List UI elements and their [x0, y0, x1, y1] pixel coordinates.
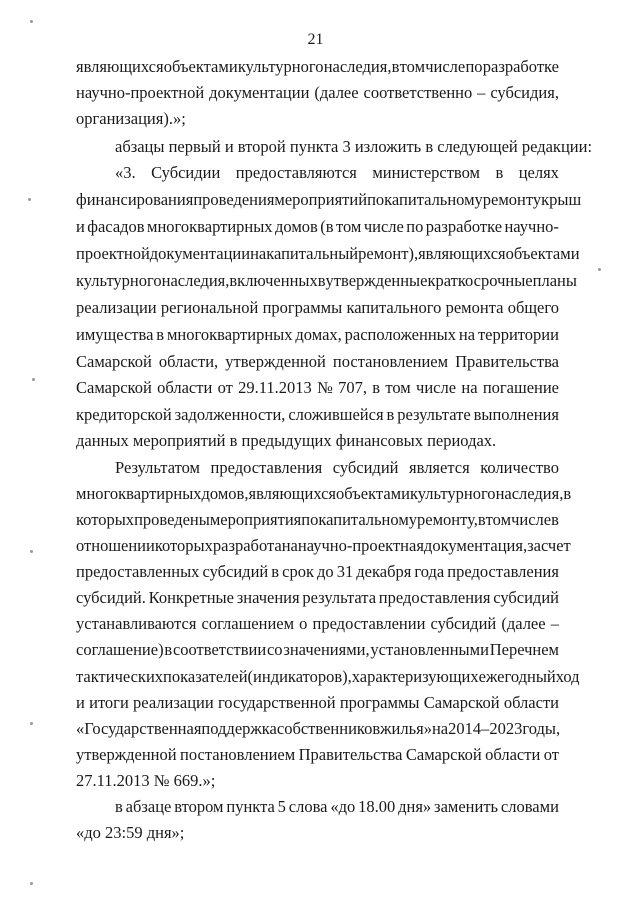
text-line: и фасадов многоквартирных домов (в том числе по разработке научно-: [76, 217, 559, 236]
text-line: тактических показателей (индикаторов), характеризующих ежегодный ход: [76, 667, 580, 686]
text-line: устанавливаются соглашением о предоставлении субсидий (далее –: [76, 614, 559, 633]
text-line: «до 23:59 дня»;: [76, 823, 185, 842]
text-line: отношении которых разработана научно-проектная документация, за счет: [76, 536, 571, 555]
text-line: реализации региональной программы капитального ремонта общего: [76, 298, 559, 317]
text-line: имущества в многоквартирных домах, расположенных на территории: [76, 325, 559, 344]
text-line: предоставленных субсидий в срок до 31 декабря года предоставления: [76, 562, 559, 581]
text-line: являющихся объектами культурного наследия, в том числе по разработке: [76, 57, 559, 76]
text-line: культурного наследия, включенных в утвержденные краткосрочные планы: [76, 271, 577, 290]
text-line: научно-проектной документации (далее соответственно – субсидия,: [76, 83, 559, 102]
text-line: данных мероприятий в предыдущих финансовых периодах.: [76, 431, 497, 450]
text-line: 27.11.2013 № 669.»;: [76, 771, 216, 790]
text-line: многоквартирных домов, являющихся объектами культурного наследия, в: [76, 484, 572, 503]
text-line: соглашение) в соответствии со значениями, установленными Перечнем: [76, 640, 559, 659]
page-number: 21: [307, 31, 324, 48]
scan-speck: [30, 722, 33, 725]
scan-speck: [30, 550, 33, 553]
text-line: «3. Субсидии предоставляются министерством в целях: [115, 163, 559, 182]
text-line: проектной документации на капитальный ремонт), являющихся объектами: [76, 244, 580, 263]
scan-speck: [598, 268, 601, 271]
scan-speck: [30, 20, 33, 23]
text-line: абзацы первый и второй пункта 3 изложить в следующей редакции:: [115, 137, 593, 156]
text-line: утвержденной постановлением Правительства Самарской области от: [76, 745, 559, 764]
text-line: субсидий. Конкретные значения результата предоставления субсидий: [76, 588, 559, 607]
text-line: которых проведены мероприятия по капитальному ремонту, в том числе в: [76, 510, 559, 529]
text-line: финансирования проведения мероприятий по капитальному ремонту крыш: [76, 190, 582, 209]
scan-speck: [28, 198, 31, 201]
text-line: «Государственная поддержка собственников жилья» на 2014 – 2023 годы,: [76, 719, 561, 738]
text-line: Результатом предоставления субсидий является количество: [115, 458, 559, 477]
scan-speck: [30, 882, 33, 885]
text-line: кредиторской задолженности, сложившейся в результате выполнения: [76, 405, 559, 424]
text-line: в абзаце втором пункта 5 слова «до 18.00 дня» заменить словами: [115, 797, 559, 816]
text-line: организация).»;: [76, 109, 186, 128]
text-line: и итоги реализации государственной программы Самарской области: [76, 693, 559, 712]
text-line: Самарской области от 29.11.2013 № 707, в том числе на погашение: [76, 378, 559, 397]
scan-speck: [32, 378, 35, 381]
text-line: Самарской области, утвержденной постановлением Правительства: [76, 352, 559, 371]
